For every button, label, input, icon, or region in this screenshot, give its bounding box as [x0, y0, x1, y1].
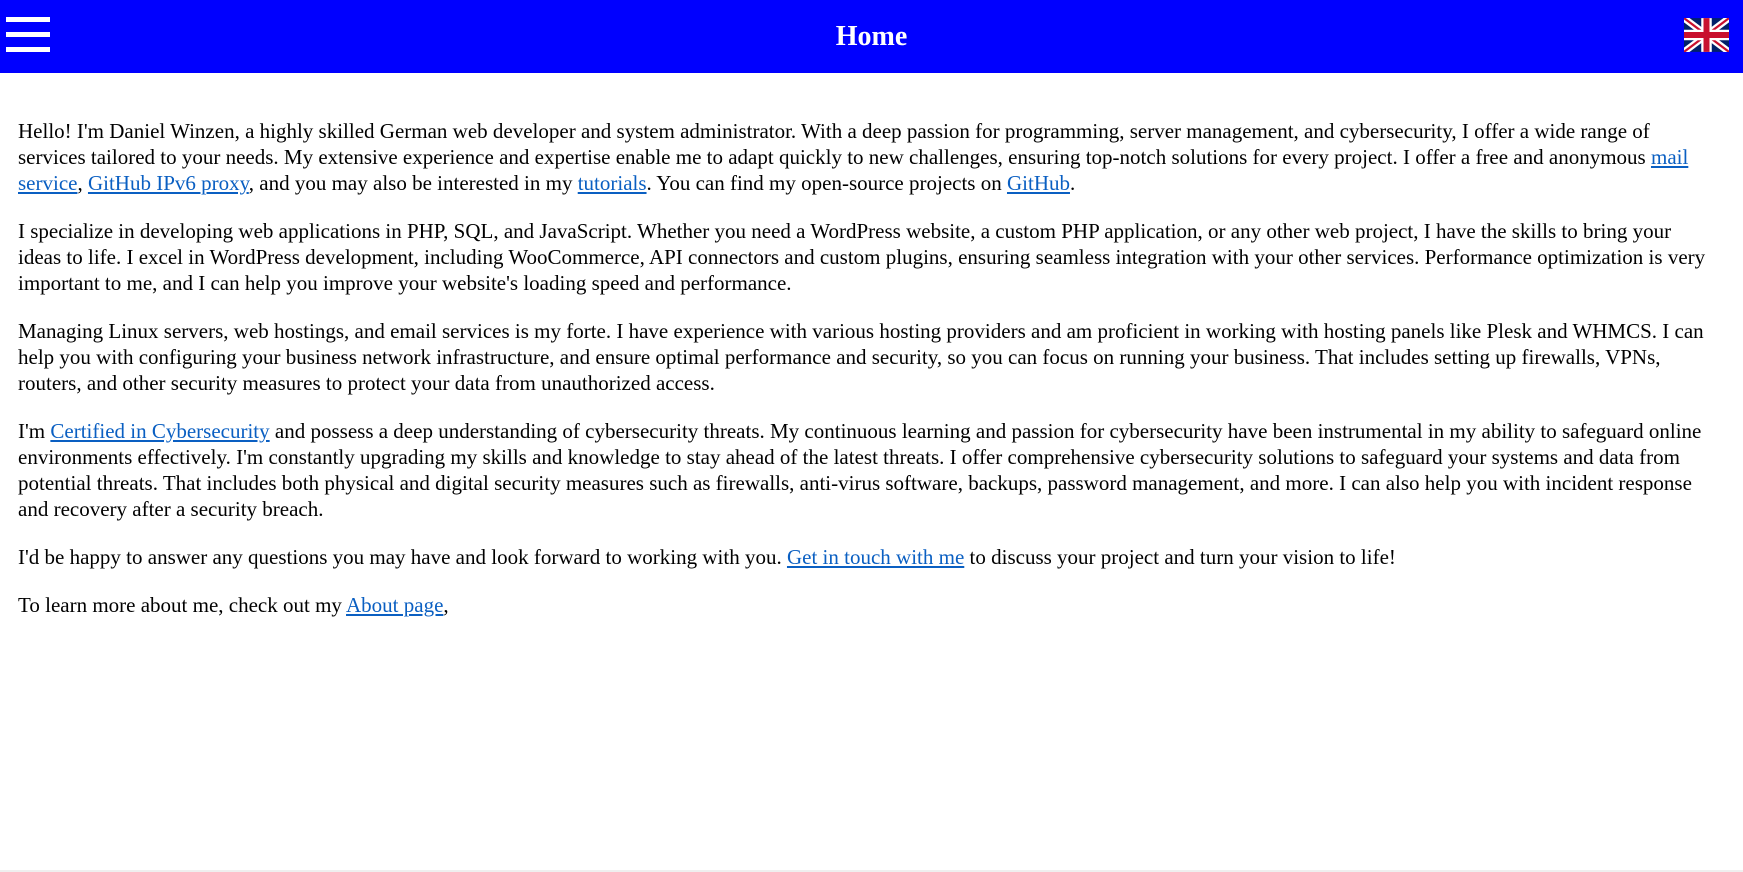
get-in-touch-link[interactable]: Get in touch with me: [786, 545, 965, 569]
cybersecurity-paragraph: [18, 418, 1708, 522]
about-page-link[interactable]: About page: [346, 593, 444, 617]
intro-text: ,: [77, 171, 88, 195]
main-content: [18, 118, 1708, 640]
cybersecurity-text: and possess a deep understanding of cybersecurity threats. My continuous learning and passion for cybersecurity have been instrumental in my ability to safeguard online environments effectively. I'm constantly upgrading my skills and knowledge to stay ahead of the latest threats. I offer comprehensive cybersecurity solutions to safeguard your systems and data from potential threats. That includes both physical and digital security measures such as firewalls, anti-virus software, backups, password management, and more. I can also help you with incident response and recovery after a security breach.: [18, 419, 1702, 521]
uk-flag-graphic: [1684, 18, 1729, 52]
about-paragraph: [18, 592, 1708, 618]
hamburger-menu-icon[interactable]: [6, 17, 50, 53]
intro-text: .: [1069, 171, 1076, 195]
uk-flag-icon[interactable]: [1684, 18, 1729, 52]
tutorials-link[interactable]: tutorials: [577, 171, 647, 195]
mail-service-link[interactable]: mail service: [18, 145, 1689, 195]
intro-paragraph: [18, 118, 1708, 196]
intro-text: . You can find my open-source projects on: [646, 171, 1007, 195]
intro-text: , and you may also be interested in my: [248, 171, 578, 195]
about-text: To learn more about me, check out my: [18, 593, 347, 617]
certified-in-cybersecurity-link[interactable]: Certified in Cybersecurity: [50, 419, 270, 443]
top-header-bar: [0, 0, 1743, 73]
menu-bar-line: [6, 32, 50, 37]
server-management-paragraph: Managing Linux servers, web hostings, and email services is my forte. I have experience with various hosting providers and am proficient in working with hosting panels like Plesk and WHMCS. I can help you with configuring your business network infrastructure, and ensure optimal performance and security, so you can focus on running your business. That includes setting up firewalls, VPNs, routers, and other security measures to protect your data from unauthorized access.: [18, 319, 1704, 395]
intro-text: Hello! I'm Daniel Winzen, a highly skilled German web developer and system administrator. With a deep passion for programming, server management, and cybersecurity, I offer a wide range of services tailored to your needs. My extensive experience and expertise enable me to adapt quickly to new challenges, ensuring top-notch solutions for every project. I offer a free and anonymous: [18, 119, 1651, 169]
web-development-paragraph: I specialize in developing web applications in PHP, SQL, and JavaScript. Whether you need a WordPress website, a custom PHP application, or any other web project, I have the skills to bring your ideas to life. I excel in WordPress development, including WooCommerce, API connectors and custom plugins, ensuring seamless integration with your other services. Performance optimization is very important to me, and I can help you improve your website's loading speed and performance.: [18, 219, 1706, 295]
contact-text: to discuss your project and turn your vision to life!: [964, 545, 1396, 569]
github-link[interactable]: GitHub: [1006, 171, 1070, 195]
github-ipv6-proxy-link[interactable]: GitHub IPv6 proxy: [87, 171, 249, 195]
contact-paragraph: [18, 544, 1708, 570]
about-text: ,: [443, 593, 449, 617]
menu-bar-line: [6, 47, 50, 52]
page-title: Home: [835, 21, 908, 52]
contact-text: I'd be happy to answer any questions you may have and look forward to working with you.: [18, 545, 787, 569]
cybersecurity-text: I'm: [18, 419, 51, 443]
menu-bar-line: [6, 17, 50, 22]
